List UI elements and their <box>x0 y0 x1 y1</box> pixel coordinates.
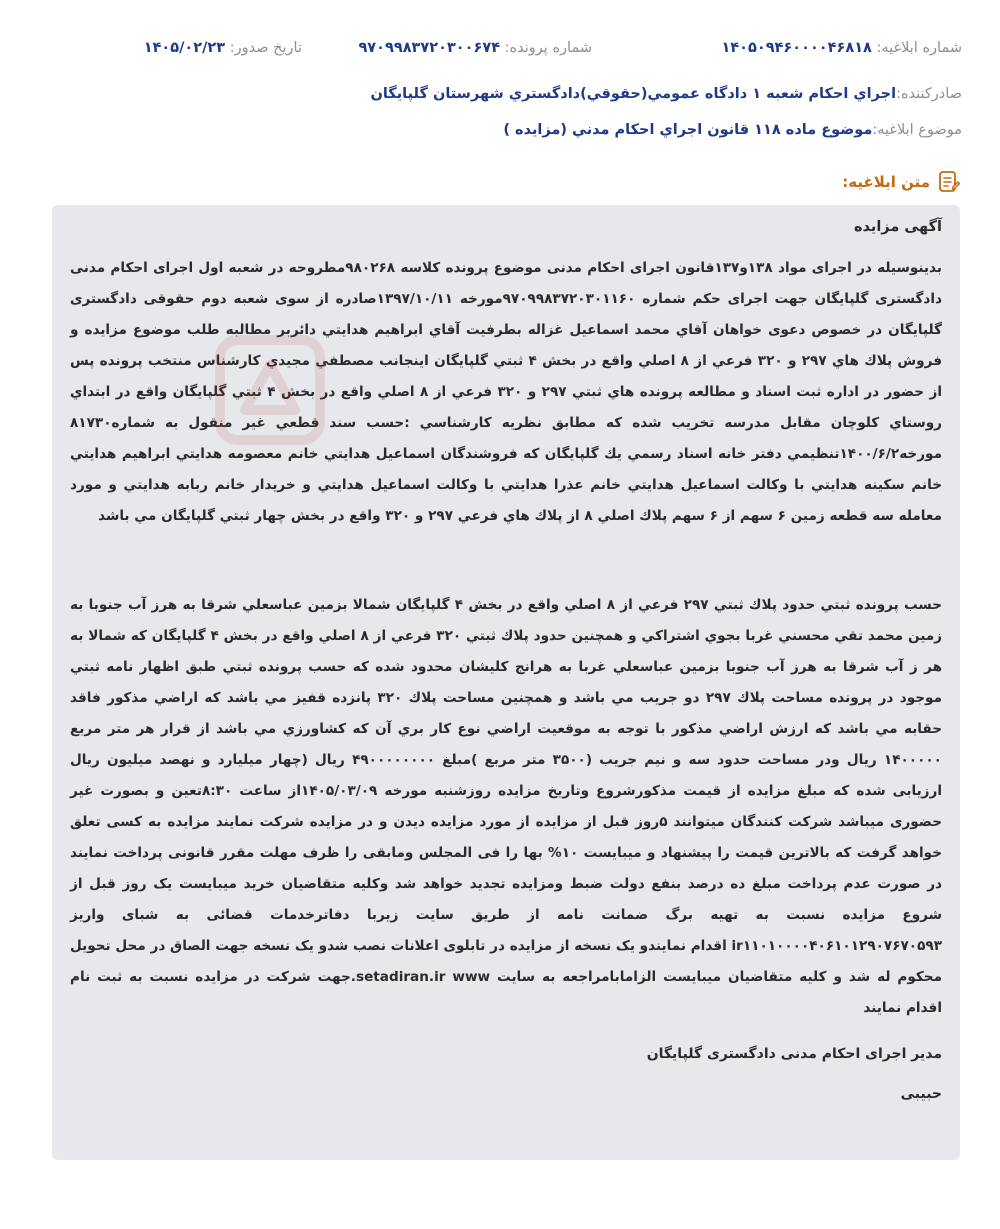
notice-content-box <box>52 205 960 1160</box>
case-number-value: ۹۷۰۹۹۸۳۷۲۰۳۰۰۶۷۴ <box>358 40 501 56</box>
subject-value: موضوع ماده ۱۱۸ قانون اجراي احكام مدني (مزايده ) <box>503 122 873 138</box>
notice-number-label: شماره ابلاغیه: <box>876 40 962 56</box>
notice-number-value: ۱۴۰۵۰۹۴۶۰۰۰۰۴۶۸۱۸ <box>721 40 872 56</box>
subject-row <box>38 122 962 138</box>
watermark-logo <box>210 330 330 450</box>
issue-date-value: ۱۴۰۵/۰۲/۲۳ <box>143 40 226 56</box>
issue-date <box>144 40 302 56</box>
document-icon <box>938 170 960 194</box>
notice-text-title: متن ابلاغیه: <box>842 173 930 191</box>
issuer-label: صادرکننده: <box>896 86 962 102</box>
issuer-value: اجراي احكام شعبه ۱ دادگاه عمومي(حقوقي)دادگستري شهرستان گلپايگان <box>370 86 897 102</box>
subject-label: موضوع ابلاغیه: <box>872 122 962 138</box>
auction-heading: آگهی مزایده <box>853 219 942 235</box>
notice-text-header <box>842 170 960 194</box>
signer-name: حبیبی <box>900 1086 942 1102</box>
signer-title: مدیر اجرای احکام مدنی دادگستری گلپایگان <box>646 1046 942 1062</box>
auction-paragraph-1: بدینوسیله در اجرای مواد ۱۳۸و۱۳۷قانون اجرای احکام مدنی موضوع پرونده کلاسه ۹۸۰۲۶۸مطروحه در شعبه اول اجرای احکام مدنی دادگستری گلپایگان جهت اجرای حکم شماره ۹۷۰۹۹۸۳۷۲۰۳۰۱۱۶۰مورخه ۱۳۹۷/۱۰/۱۱صادره از سوی شعبه دوم حقوقی دادگستری گلپایگان در خصوص دعوی خواهان آقاي محمد اسماعيل غزاله بطرفيت آقاي ابراهيم هدايتي دائربر مطالبه طلب موضوع مزايده و فروش پلاك هاي ۲۹۷ و ۳۲۰ فرعي از ۸ اصلي واقع در بخش ۴ ثبتي گلپايگان اينجانب مصطفي مجيدي كارشناس منتخب پرونده پس از حضور در اداره ثبت اسناد و مطالعه پرونده هاي ثبتي ۲۹۷ و ۳۲۰ فرعي از ۸ اصلي واقع در بخش ۴ ثبتي گلپايگان واقع در ابتداي روستاي كلوچان مقابل مدرسه تخريب شده كه مطابق نظريه كارشناسي :حسب سند قطعي غير منقول به شماره۸۱۷۳۰ مورخه۱۴۰۰/۶/۲تنظيمي دفتر خانه اسناد رسمي يك گلپايگان كه فروشندگان اسماعيل هدايتي خانم معصومه هدايتي ابراهيم هدايتي خانم سكينه هدايتي با وكالت اسماعيل هدايتي خانم عذرا هدايتي با وكالت اسماعيل هدايتي و خريدار خانم ربابه هدايتي و مورد معامله سه قطعه زمين ۶ سهم از ۶ سهم پلاك اصلي ۸ از پلاك هاي فرعي ۲۹۷ و ۳۲۰ واقع در بخش چهار ثبتي گلپايگان مي باشد <box>70 260 942 524</box>
issue-date-label: تاریخ صدور: <box>229 40 302 56</box>
case-number-label: شماره پرونده: <box>504 40 592 56</box>
auction-paragraph-2: حسب پرونده ثبتي حدود پلاك ثبتي ۲۹۷ فرعي از ۸ اصلي واقع در بخش ۴ گلپايگان شمالا بزمين عباسعلي شرقا به هرز آب جنوبا به زمين محمد تقي محسني غربا بجوي اشتراكي و همچنين حدود پلاك ثبتي ۳۲۰ فرعي از ۸ اصلي واقع در بخش ۴ گلپايگان كه شمالا به هر ز آب شرقا به هرز آب جنوبا بزمين عباسعلي غربا به هرانج كليشان محدود شده كه حسب پرونده ثبتي طبق اظهار نامه ثبتي موجود در پرونده مساحت پلاك ۲۹۷ دو جريب مي باشد و همچنين مساحت پلاك ۳۲۰ پانزده قفيز مي باشد كه اراضي مذكور فاقد حقابه مي باشد كه ارزش اراضي مذكور با توجه به موقعيت اراضي نوع كار بري آن كه كشاورزي مي باشد از قرار هر متر مربع ۱۴۰۰۰۰۰ ريال ودر مساحت حدود سه و نيم جريب (۳۵۰۰ متر مربع )مبلغ ۴۹۰۰۰۰۰۰۰۰ ريال (چهار ميليارد و نهصد ميليون ريال ارزيابی شده كه مبلغ مزايده از قیمت مذکورشروع وتاریخ مزایده روزشنبه مورخه ۱۴۰۵/۰۳/۰۹از ساعت ۸:۳۰تعین و بصورت غیر حضوری میباشد شرکت کنندگان میتوانند ۵روز قبل از مزایده از مورد مزایده دیدن و در مزایده شرکت نمایند مزایده به کسی تعلق خواهد گرفت که بالاترین قیمت را پیشنهاد و میبایست ۱۰% بها را فی المجلس ومابقی را ظرف مهلت مقرر قانونی پرداخت نمایند در صورت عدم پرداخت مبلغ ده درصد بنفع دولت ضبط ومزایده تجدید خواهد شد وکلیه متقاضیان خرید میبایست یک روز قبل از شروع مزایده نسبت به تهیه برگ ضمانت نامه از طریق سایت زیربا دفاترخدمات قضائی به شبای واریز ir۱۱۰۱۰۰۰۰۴۰۶۱۰۱۲۹۰۷۶۷۰۵۹۳ اقدام نمایندو یک نسخه از مزایده در تابلوی اعلانات نصب شدو یک نسخه جهت الصاق در محل تحویل محکوم له شد و کلیه متقاضیان میبایست الزامابامراجعه به سایت setadiran.ir www.جهت شرکت در مزایده نسبت به ثبت نام اقدام نمایند <box>70 597 942 1016</box>
issuer-row <box>38 86 962 102</box>
case-number <box>358 40 592 56</box>
notice-number <box>721 40 962 56</box>
